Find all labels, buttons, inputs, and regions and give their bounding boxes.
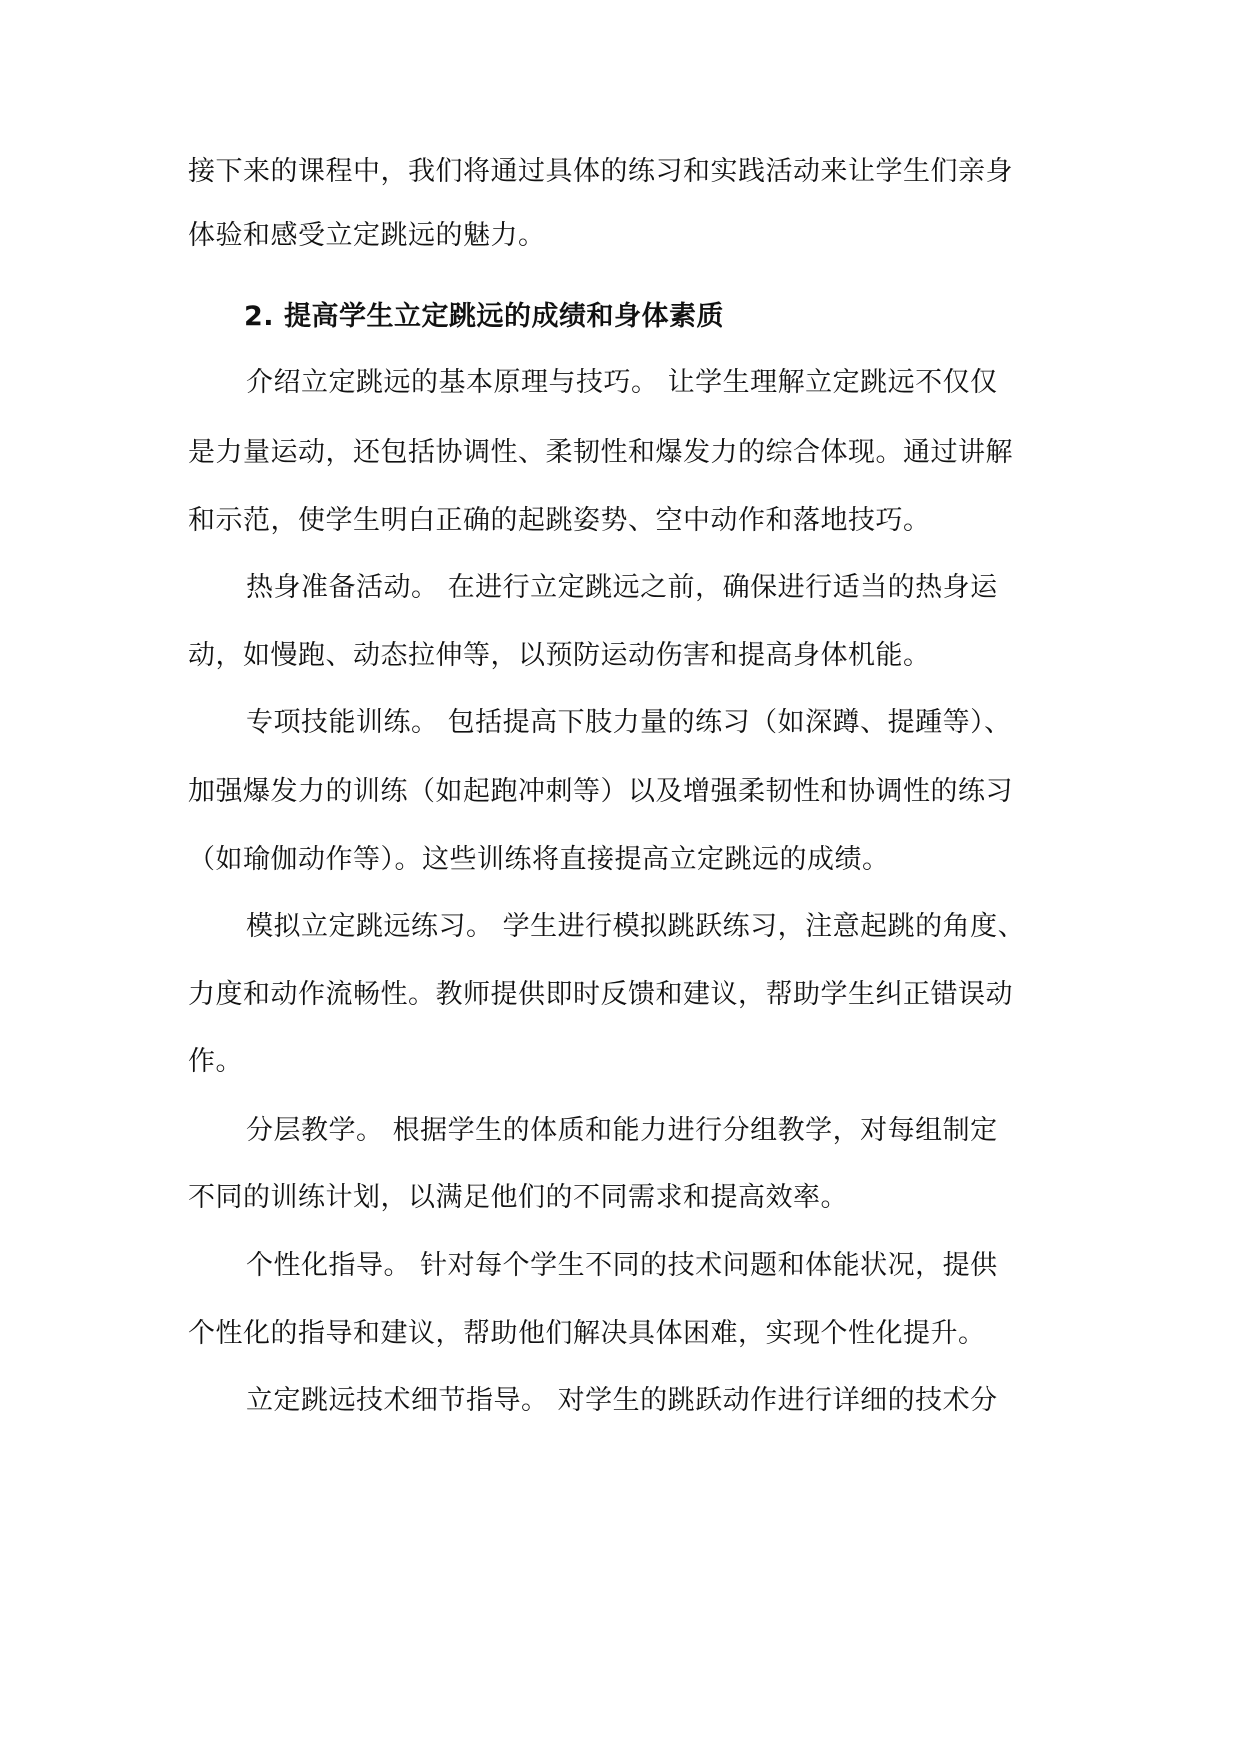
body-text-line: 个性化的指导和建议，帮助他们解决具体困难，实现个性化提升。: [188, 1318, 986, 1349]
paragraph-line: 立定跳远技术细节指导。 对学生的跳跃动作进行详细的技术分: [246, 1385, 998, 1416]
paragraph-line: 介绍立定跳远的基本原理与技巧。 让学生理解立定跳远不仅仅: [246, 367, 998, 398]
body-text-line: 动，如慢跑、动态拉伸等，以预防运动伤害和提高身体机能。: [188, 640, 931, 671]
paragraph-line: 专项技能训练。 包括提高下肢力量的练习（如深蹲、提踵等）、: [246, 707, 1012, 738]
body-text-line: 不同的训练计划，以满足他们的不同需求和提高效率。: [188, 1182, 848, 1213]
body-text-line: 接下来的课程中，我们将通过具体的练习和实践活动来让学生们亲身: [188, 156, 1013, 187]
body-text-line: 和示范，使学生明白正确的起跳姿势、空中动作和落地技巧。: [188, 505, 931, 536]
paragraph-line: 模拟立定跳远练习。 学生进行模拟跳跃练习，注意起跳的角度、: [246, 911, 1026, 942]
body-text-line: 加强爆发力的训练（如起跑冲刺等）以及增强柔韧性和协调性的练习: [188, 776, 1013, 807]
paragraph-line: 热身准备活动。 在进行立定跳远之前，确保进行适当的热身运: [246, 572, 998, 603]
body-text-line: 体验和感受立定跳远的魅力。: [188, 220, 546, 251]
body-text-line: 作。: [188, 1046, 243, 1077]
paragraph-line: 分层教学。 根据学生的体质和能力进行分组教学，对每组制定: [246, 1115, 998, 1146]
body-text-line: （如瑜伽动作等）。这些训练将直接提高立定跳远的成绩。: [188, 844, 890, 875]
paragraph-line: 个性化指导。 针对每个学生不同的技术问题和体能状况，提供: [246, 1250, 998, 1281]
body-text-line: 力度和动作流畅性。教师提供即时反馈和建议，帮助学生纠正错误动: [188, 979, 1013, 1010]
section-heading: 2. 提高学生立定跳远的成绩和身体素质: [244, 301, 724, 332]
body-text-line: 是力量运动，还包括协调性、柔韧性和爆发力的综合体现。通过讲解: [188, 437, 1013, 468]
